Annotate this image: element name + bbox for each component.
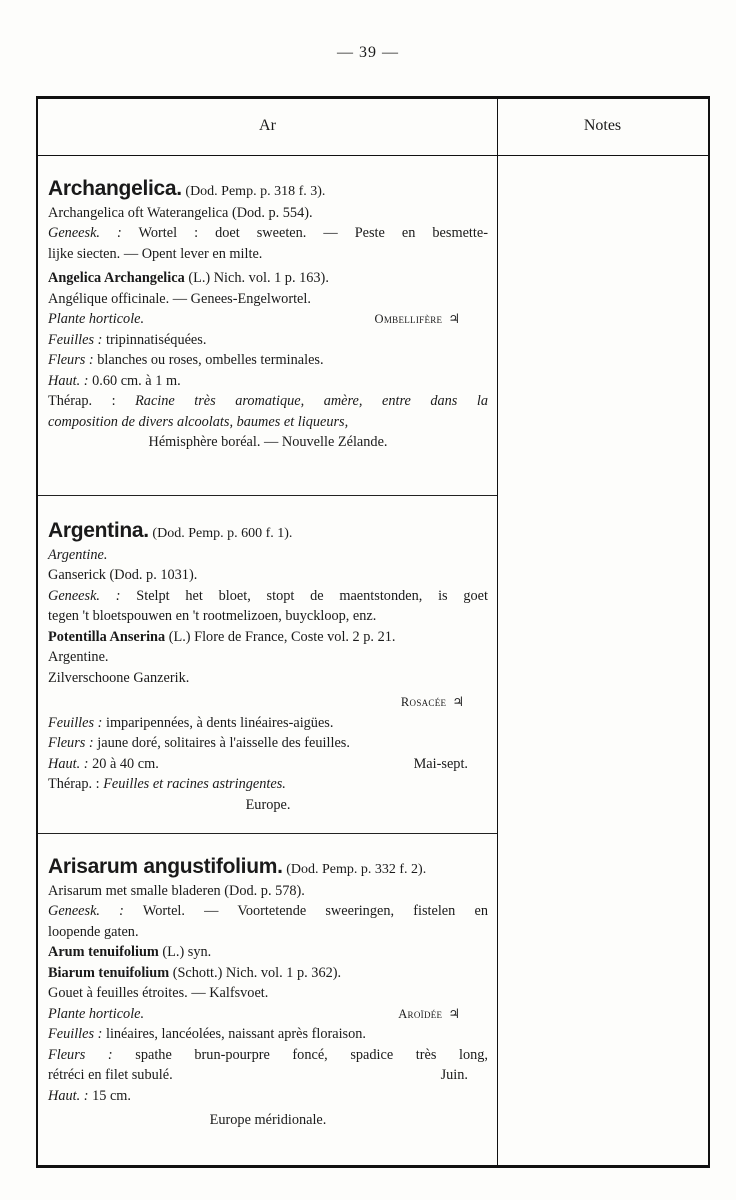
plante-label: Plante horticole. — [48, 311, 145, 327]
entry-separator — [38, 495, 497, 496]
perennial-mark: ♃ — [448, 311, 460, 326]
haut-line: Haut. : 20 à 40 cm. Mai-sept. — [48, 754, 488, 775]
entry-title: Archangelica. — [48, 177, 182, 200]
synonym-ref: (L.) Nich. vol. 1 p. 163). — [188, 270, 329, 286]
therap-line: Thérap. : Racine très aromatique, amère, entre dans la — [48, 393, 488, 409]
feuilles-line: Feuilles : imparipennées, à dents linéaires-aigües. — [48, 714, 334, 731]
family-label: Rosacée ♃ — [400, 694, 464, 709]
entry-line — [48, 586, 488, 607]
synonym-name: Potentilla Anserina — [48, 628, 166, 645]
entry-heading — [48, 521, 488, 545]
fleurs-line-continued: rétréci en filet subulé. Juin. — [48, 1065, 488, 1086]
entry-line — [48, 223, 488, 244]
synonym-line — [48, 268, 488, 289]
plante-label: Plante horticole. — [48, 1005, 145, 1022]
entry-line: Angélique officinale. — Genees-Engelwortel. — [48, 290, 311, 307]
entry-line — [48, 901, 488, 922]
column-divider — [497, 99, 498, 1165]
entry-line: Gouet à feuilles étroites. — Kalfsvoet. — [48, 985, 269, 1001]
fleurs-line: Fleurs : jaune doré, solitaires à l'aisselle des feuilles. — [48, 735, 350, 751]
region-line: Europe méridionale. — [209, 1112, 327, 1128]
synonym-ref: (L.) syn. — [162, 944, 212, 960]
synonym-name: Biarum tenuifolium — [48, 964, 170, 981]
entry-line: loopende gaten. — [48, 923, 139, 940]
therap-line-continued: composition de divers alcoolats, baumes et liqueurs, — [48, 413, 349, 430]
entry-reference: (Dod. Pemp. p. 600 f. 1). — [152, 526, 293, 541]
entry-line: Archangelica oft Waterangelica (Dod. p. 554). — [48, 204, 313, 221]
feuilles-line: Feuilles : linéaires, lancéolées, naissant après floraison. — [48, 1026, 366, 1042]
entry-archangelica — [48, 179, 488, 453]
region-line: Europe. — [245, 796, 291, 813]
entry-heading — [48, 857, 488, 881]
entry-line: lijke siecten. — Opent lever en milte. — [48, 245, 263, 262]
entry-title: Arisarum angustifolium. — [48, 855, 283, 878]
therap-line: Thérap. : Feuilles et racines astringentes. — [48, 776, 286, 792]
season-label: Juin. — [440, 1067, 468, 1083]
plante-line — [48, 1004, 488, 1025]
synonym-line — [48, 942, 488, 963]
entry-reference: (Dod. Pemp. p. 318 f. 3). — [185, 184, 326, 199]
entry-line: Arisarum met smalle bladeren (Dod. p. 578). — [48, 882, 305, 899]
header-rule — [38, 155, 708, 156]
entry-separator — [38, 833, 497, 834]
synonym-line — [48, 627, 488, 648]
feuilles-line: Feuilles : tripinnatiséquées. — [48, 331, 207, 348]
geneesk-text: Stelpt het bloet, stopt de maentstonden, is goet — [136, 587, 488, 604]
perennial-mark: ♃ — [452, 694, 464, 709]
entry-line: tegen 't bloetspouwen en 't rootmelizoen, buyckloop, enz. — [48, 608, 377, 624]
column-header-main: Ar — [259, 117, 276, 134]
synonym-line — [48, 963, 488, 984]
synonym-name: Angelica Archangelica — [48, 270, 185, 286]
geneesk-label: Geneesk. : — [48, 903, 124, 919]
perennial-mark: ♃ — [448, 1005, 460, 1021]
haut-line: Haut. : 15 cm. — [48, 1087, 132, 1104]
entry-line: Argentine. — [48, 649, 109, 665]
entry-arisarum — [48, 857, 488, 1131]
entry-table — [36, 96, 710, 1168]
family-label: Ombellifère ♃ — [374, 311, 460, 326]
geneesk-text: Wortel. — Voortetende sweeringen, fistelen en — [142, 903, 488, 919]
plante-line — [48, 309, 488, 330]
page-number: — 39 — — [337, 44, 399, 61]
geneesk-text: Wortel : doet sweeten. — Peste en besmette- — [138, 225, 488, 241]
entry-argentina — [48, 521, 488, 815]
entry-line: Zilverschoone Ganzerik. — [48, 669, 190, 686]
synonym-ref: (L.) Flore de France, Coste vol. 2 p. 21. — [168, 628, 396, 645]
season-label: Mai-sept. — [413, 755, 468, 772]
entry-line: Ganserick (Dod. p. 1031). — [48, 567, 198, 583]
column-header-notes: Notes — [583, 117, 622, 134]
entry-title: Argentina. — [48, 519, 149, 542]
geneesk-label: Geneesk. : — [48, 225, 122, 241]
geneesk-label: Geneesk. : — [48, 587, 121, 604]
region-line: Hémisphère boréal. — Nouvelle Zélande. — [148, 434, 388, 450]
entry-reference: (Dod. Pemp. p. 332 f. 2). — [286, 862, 427, 877]
synonym-name: Arum tenuifolium — [48, 944, 159, 960]
entry-heading — [48, 179, 488, 203]
haut-line: Haut. : 0.60 cm. à 1 m. — [48, 372, 181, 389]
entry-line: Argentine. — [48, 546, 108, 563]
family-label: Aroïdée ♃ — [398, 1005, 460, 1021]
synonym-ref: (Schott.) Nich. vol. 1 p. 362). — [172, 964, 342, 981]
fleurs-line: Fleurs : spathe brun-pourpre foncé, spadice très long, — [48, 1046, 488, 1063]
fleurs-line: Fleurs : blanches ou roses, ombelles terminales. — [48, 352, 324, 368]
